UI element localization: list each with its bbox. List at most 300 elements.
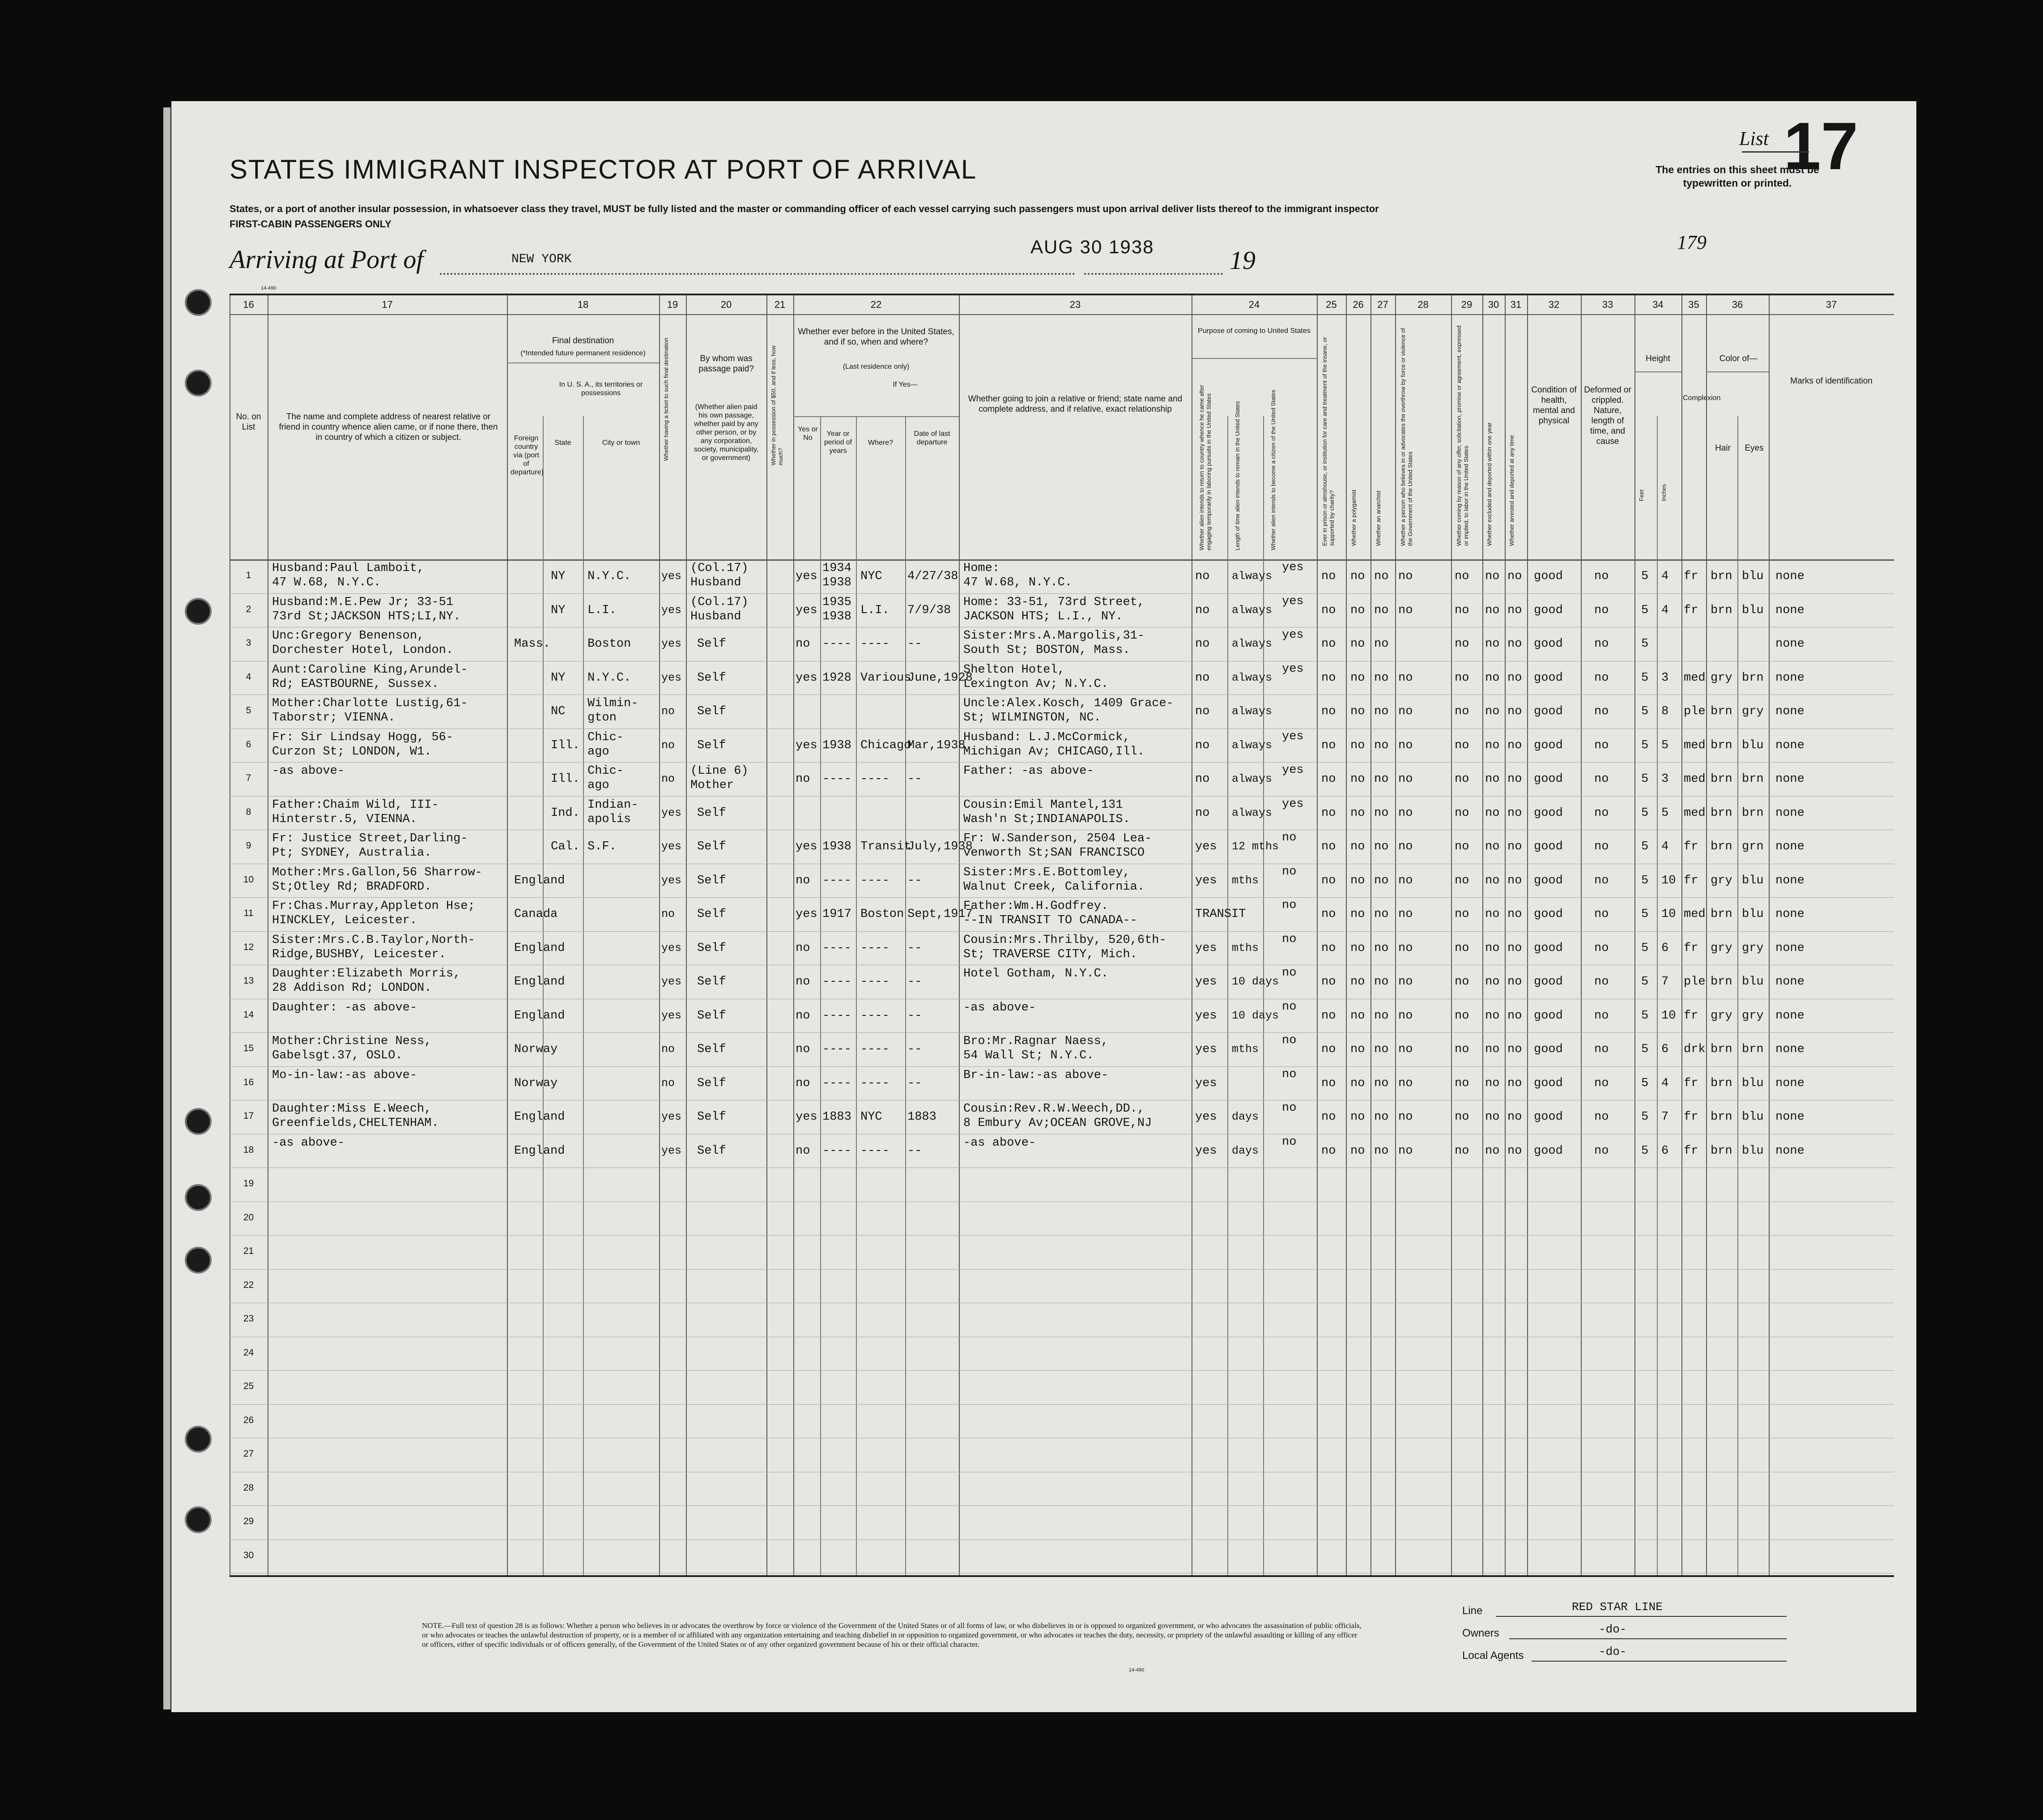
relative-address: Mother:Charlotte Lustig,61- [272, 697, 468, 710]
col29-value: no [1455, 1144, 1469, 1158]
column-number: 16 [243, 299, 254, 310]
column-number: 18 [577, 299, 589, 310]
ticket-value: yes [661, 570, 682, 583]
col29-value: no [1455, 738, 1469, 752]
height-feet: 5 [1641, 671, 1649, 685]
hair-color: brn [1711, 806, 1732, 820]
destination-state: NY [551, 603, 566, 617]
complexion-value: drk [1684, 1043, 1706, 1056]
header-where: Where? [868, 439, 894, 447]
hair-color: gry [1711, 941, 1732, 955]
header-inches: Inches [1660, 484, 1667, 501]
row-number: 30 [243, 1550, 254, 1560]
col30-value: no [1485, 1009, 1500, 1023]
col27-value: no [1374, 975, 1389, 989]
complexion-value: med [1684, 772, 1706, 786]
col27-value: no [1374, 603, 1389, 617]
identification-marks: none [1775, 1110, 1805, 1124]
row-number: 27 [243, 1449, 254, 1459]
height-feet: 5 [1641, 806, 1649, 820]
height-inches: 4 [1661, 603, 1669, 617]
complexion-value: ple [1684, 975, 1706, 989]
passage-paid-by: Husband [690, 576, 741, 589]
last-departure: -- [907, 1009, 922, 1023]
deformed-value: no [1594, 772, 1609, 786]
column-number: 19 [667, 299, 678, 310]
before-in-us: no [796, 1009, 810, 1023]
col26-value: no [1350, 671, 1365, 685]
destination-state: Ill. [551, 772, 580, 786]
row-number: 25 [243, 1381, 254, 1391]
col25-value: no [1321, 840, 1336, 853]
eye-color: gry [1742, 1009, 1764, 1023]
before-in-us: yes [796, 908, 817, 921]
row-number: 7 [246, 773, 251, 783]
column-number: 27 [1377, 299, 1388, 310]
punch-hole [185, 1108, 212, 1135]
purpose-citizen: no [1282, 1034, 1297, 1047]
last-departure: -- [907, 874, 922, 887]
before-where: ---- [860, 874, 890, 887]
header-yes-no: Yes or No [798, 426, 818, 442]
line-label: Line [1462, 1605, 1483, 1617]
health-condition: good [1534, 570, 1563, 583]
eye-color: brn [1742, 772, 1764, 786]
passage-paid-by: Self [697, 1144, 726, 1158]
col27-value: no [1374, 806, 1389, 820]
destination-state: Mass. [514, 637, 551, 651]
col30-value: no [1485, 1144, 1500, 1158]
col30-value: no [1485, 806, 1500, 820]
health-condition: good [1534, 637, 1563, 651]
purpose-return: yes [1195, 840, 1217, 853]
before-where: ---- [860, 1043, 890, 1056]
col29-value: no [1455, 908, 1469, 921]
before-year: ---- [822, 1076, 851, 1090]
col31-value: no [1507, 772, 1522, 786]
col25-value: no [1321, 941, 1336, 955]
complexion-value: ple [1684, 705, 1706, 718]
passage-paid-by: (Col.17) [690, 595, 749, 609]
before-where: NYC [860, 1110, 882, 1124]
before-year: 1938 [822, 840, 851, 853]
col28-value: no [1398, 738, 1413, 752]
header-city: City or town [602, 439, 640, 447]
header-in-usa: In U. S. A., its territories or possessions [559, 381, 643, 397]
destination-city: Wilmin- [587, 697, 638, 710]
col25-value: no [1321, 1009, 1336, 1023]
header-last-residence: (Last residence only) [843, 363, 910, 371]
complexion-value: fr [1684, 1076, 1698, 1090]
purpose-length: 10 days [1232, 975, 1279, 988]
col30-value: no [1485, 1076, 1500, 1090]
owners-value: -do- [1599, 1623, 1627, 1636]
ticket-value: yes [661, 975, 682, 988]
hair-color: gry [1711, 1009, 1732, 1023]
col27-value: no [1374, 1144, 1389, 1158]
col31-value: no [1507, 637, 1522, 651]
col26-value: no [1350, 806, 1365, 820]
joining-relative: Hotel Gotham, N.Y.C. [963, 967, 1109, 980]
relative-address: Unc:Gregory Benenson, [272, 629, 425, 643]
relative-address: 73rd St;JACKSON HTS;LI,NY. [272, 610, 461, 623]
column-number: 30 [1488, 299, 1499, 310]
before-year: ---- [822, 874, 851, 887]
row-number: 19 [243, 1178, 254, 1189]
col27-value: no [1374, 840, 1389, 853]
before-year: ---- [822, 772, 851, 786]
height-inches: 10 [1661, 874, 1676, 887]
eye-color: brn [1742, 1043, 1764, 1056]
col30-value: no [1485, 874, 1500, 887]
height-feet: 5 [1641, 1043, 1649, 1056]
row-number: 18 [243, 1144, 254, 1155]
relative-address: Dorchester Hotel, London. [272, 644, 454, 657]
ticket-value: yes [661, 840, 682, 853]
hair-color: brn [1711, 705, 1732, 718]
column-number: 32 [1548, 299, 1560, 310]
destination-city: ago [587, 779, 609, 792]
relative-address: Greenfields,CHELTENHAM. [272, 1117, 439, 1130]
joining-relative: -as above- [963, 1001, 1036, 1014]
col30-value: no [1485, 941, 1500, 955]
height-feet: 5 [1641, 840, 1649, 853]
height-inches: 6 [1661, 1144, 1669, 1158]
destination-state: England [514, 1110, 565, 1124]
ticket-value: yes [661, 806, 682, 819]
header-state: State [554, 439, 571, 447]
header-marks: Marks of identification [1790, 376, 1873, 386]
hair-color: brn [1711, 1110, 1732, 1124]
ticket-value: no [661, 1076, 675, 1090]
before-year: ---- [822, 637, 851, 651]
height-feet: 5 [1641, 975, 1649, 989]
col27-value: no [1374, 1043, 1389, 1056]
before-in-us: no [796, 1144, 810, 1158]
eye-color: gry [1742, 705, 1764, 718]
deformed-value: no [1594, 1076, 1609, 1090]
before-year: 1928 [822, 671, 851, 685]
col27-value: no [1374, 637, 1389, 651]
col29-value: no [1455, 975, 1469, 989]
col26-value: no [1350, 1043, 1365, 1056]
col29-value: no [1455, 1076, 1469, 1090]
last-departure: June,1928 [907, 671, 973, 685]
relative-address: Husband:Paul Lamboit, [272, 562, 425, 575]
punch-hole [185, 1247, 212, 1274]
column-number: 34 [1652, 299, 1664, 310]
hair-color: gry [1711, 671, 1732, 685]
height-inches: 10 [1661, 908, 1676, 921]
header-year-period: Year or period of years [824, 430, 852, 455]
identification-marks: none [1775, 671, 1805, 685]
relative-address: 47 W.68, N.Y.C. [272, 576, 381, 589]
joining-relative: Cousin:Rev.R.W.Weech,DD., [963, 1102, 1145, 1116]
height-feet: 5 [1641, 1144, 1649, 1158]
col27-value: no [1374, 908, 1389, 921]
punch-hole [185, 1506, 212, 1533]
col27-value: no [1374, 1009, 1389, 1023]
passage-paid-by: Self [697, 908, 726, 921]
col25-value: no [1321, 570, 1336, 583]
col31-value: no [1507, 840, 1522, 853]
ticket-value: no [661, 1043, 675, 1056]
col31-value: no [1507, 941, 1522, 955]
deformed-value: no [1594, 705, 1609, 718]
header-last-departure: Date of last departure [914, 430, 950, 446]
row-number: 23 [243, 1313, 254, 1324]
purpose-return: yes [1195, 1110, 1217, 1124]
deformed-value: no [1594, 1144, 1609, 1158]
purpose-length: mths [1232, 1043, 1259, 1056]
col25-value: no [1321, 637, 1336, 651]
height-inches: 5 [1661, 806, 1669, 820]
deformed-value: no [1594, 908, 1609, 921]
identification-marks: none [1775, 603, 1805, 617]
col28-value: no [1398, 1110, 1413, 1124]
before-where: NYC [860, 570, 882, 583]
destination-state: Cal. [551, 840, 580, 853]
last-departure: 7/9/38 [907, 603, 951, 617]
deformed-value: no [1594, 806, 1609, 820]
before-year: ---- [822, 1144, 851, 1158]
eye-color: gry [1742, 941, 1764, 955]
purpose-return: yes [1195, 1009, 1217, 1023]
purpose-length: always [1232, 738, 1273, 752]
destination-city: ago [587, 745, 609, 759]
deformed-value: no [1594, 874, 1609, 887]
col30-value: no [1485, 1110, 1500, 1124]
purpose-citizen: no [1282, 831, 1297, 844]
purpose-citizen: no [1282, 865, 1297, 878]
ticket-value: no [661, 772, 675, 785]
deformed-value: no [1594, 975, 1609, 989]
passage-paid-by: Self [697, 705, 726, 718]
deformed-value: no [1594, 603, 1609, 617]
manifest-table [230, 294, 1894, 1577]
before-where: ---- [860, 1009, 890, 1023]
col31-value: no [1507, 705, 1522, 718]
col26-value: no [1350, 738, 1365, 752]
ticket-value: no [661, 908, 675, 921]
purpose-citizen: yes [1282, 729, 1304, 743]
purpose-citizen: no [1282, 932, 1297, 946]
header-col27: Whether an anarchist [1375, 490, 1382, 546]
deformed-value: no [1594, 570, 1609, 583]
header-passage-paid: By whom was passage paid? [698, 354, 754, 374]
relative-address: Curzon St; LONDON, W1. [272, 745, 432, 759]
complexion-value: fr [1684, 941, 1698, 955]
relative-address: Mother:Mrs.Gallon,56 Sharrow- [272, 865, 482, 879]
health-condition: good [1534, 874, 1563, 887]
col27-value: no [1374, 705, 1389, 718]
col28-value: no [1398, 705, 1413, 718]
col28-value: no [1398, 1076, 1413, 1090]
purpose-return: no [1195, 570, 1210, 583]
purpose-length: always [1232, 603, 1273, 617]
deformed-value: no [1594, 1110, 1609, 1124]
header-foreign-country: Foreign country via (port of departure) [511, 435, 544, 476]
col29-value: no [1455, 603, 1469, 617]
col25-value: no [1321, 1043, 1336, 1056]
height-feet: 5 [1641, 941, 1649, 955]
destination-state: Ind. [551, 806, 580, 820]
joining-relative: Bro:Mr.Ragnar Naess, [963, 1035, 1109, 1048]
before-where: ---- [860, 772, 890, 786]
passage-paid-by: Self [697, 637, 726, 651]
col26-value: no [1350, 874, 1365, 887]
ticket-value: yes [661, 1144, 682, 1157]
agents-label: Local Agents [1462, 1650, 1524, 1662]
col26-value: no [1350, 637, 1365, 651]
owners-label: Owners [1462, 1627, 1499, 1639]
col28-value: no [1398, 1009, 1413, 1023]
col31-value: no [1507, 1009, 1522, 1023]
header-purpose-c: Whether alien intends to become a citizen of the United States [1270, 389, 1277, 550]
relative-address: Ridge,BUSHBY, Leicester. [272, 947, 446, 961]
row-number: 13 [243, 976, 254, 986]
column-number: 25 [1326, 299, 1337, 310]
col29-value: no [1455, 1043, 1469, 1056]
class-line: FIRST-CABIN PASSENGERS ONLY [230, 218, 392, 230]
joining-relative: venworth St;SAN FRANCISCO [963, 846, 1145, 860]
height-feet: 5 [1641, 1009, 1649, 1023]
ticket-value: yes [661, 874, 682, 887]
identification-marks: none [1775, 806, 1805, 820]
row-number: 12 [243, 942, 254, 952]
relative-address: Husband:M.E.Pew Jr; 33-51 [272, 595, 454, 609]
last-departure: -- [907, 1144, 922, 1158]
before-in-us: no [796, 874, 810, 887]
eye-color: blu [1742, 570, 1764, 583]
height-inches: 7 [1661, 975, 1669, 989]
joining-relative: Home: 33-51, 73rd Street, [963, 595, 1145, 609]
col25-value: no [1321, 908, 1336, 921]
row-number: 1 [246, 570, 251, 580]
col30-value: no [1485, 908, 1500, 921]
before-year: 1883 [822, 1110, 851, 1124]
complexion-value: fr [1684, 1009, 1698, 1023]
identification-marks: none [1775, 1009, 1805, 1023]
height-feet: 5 [1641, 705, 1649, 718]
purpose-citizen: yes [1282, 763, 1304, 777]
col26-value: no [1350, 1110, 1365, 1124]
purpose-return: no [1195, 671, 1210, 685]
joining-relative: Sister:Mrs.A.Margolis,31- [963, 629, 1145, 643]
column-number: 20 [720, 299, 732, 310]
punch-hole [185, 1184, 212, 1211]
header-hair: Hair [1715, 443, 1731, 453]
joining-relative: Cousin:Mrs.Thrilby, 520,6th- [963, 933, 1166, 947]
punch-hole [185, 1426, 212, 1453]
header-col26: Whether a polygamist [1350, 490, 1357, 546]
joining-relative: Home: [963, 562, 1000, 575]
col31-value: no [1507, 1043, 1522, 1056]
col27-value: no [1374, 874, 1389, 887]
column-number: 28 [1417, 299, 1429, 310]
eye-color: blu [1742, 1076, 1764, 1090]
purpose-length: days [1232, 1110, 1259, 1123]
eye-color: blu [1742, 874, 1764, 887]
height-inches: 8 [1661, 705, 1669, 718]
joining-relative: Michigan Av; CHICAGO,Ill. [963, 745, 1145, 759]
header-if-yes: If Yes— [893, 381, 918, 388]
last-departure: Sept,1917 [907, 908, 973, 921]
height-inches: 3 [1661, 772, 1669, 786]
header-eyes: Eyes [1745, 443, 1764, 453]
eye-color: brn [1742, 671, 1764, 685]
before-where: ---- [860, 1144, 890, 1158]
col26-value: no [1350, 570, 1365, 583]
health-condition: good [1534, 975, 1563, 989]
deformed-value: no [1594, 671, 1609, 685]
col29-value: no [1455, 705, 1469, 718]
last-departure: Mar,1938 [907, 738, 966, 752]
col29-value: no [1455, 874, 1469, 887]
row-number: 21 [243, 1246, 254, 1256]
col25-value: no [1321, 975, 1336, 989]
purpose-length: mths [1232, 874, 1259, 887]
complexion-value: med [1684, 806, 1706, 820]
before-where: ---- [860, 1076, 890, 1090]
col27-value: no [1374, 1110, 1389, 1124]
col28-value: no [1398, 806, 1413, 820]
col26-value: no [1350, 975, 1365, 989]
footer-form-code: 14-490 [1129, 1667, 1145, 1673]
purpose-return: no [1195, 772, 1210, 786]
height-inches: 4 [1661, 1076, 1669, 1090]
destination-city: apolis [587, 812, 631, 826]
destination-city: L.I. [587, 603, 617, 617]
col29-value: no [1455, 637, 1469, 651]
before-year: ---- [822, 975, 851, 989]
eye-color: blu [1742, 1110, 1764, 1124]
form-title: STATES IMMIGRANT INSPECTOR AT PORT OF ARRIVAL [230, 154, 977, 184]
last-departure: 1883 [907, 1110, 936, 1124]
col31-value: no [1507, 1110, 1522, 1124]
relative-address: Daughter: -as above- [272, 1001, 417, 1014]
joining-relative: Sister:Mrs.E.Bottomley, [963, 865, 1130, 879]
joining-relative: Wash'n St;INDIANAPOLIS. [963, 812, 1130, 826]
relative-address: Father:Chaim Wild, III- [272, 798, 439, 812]
relative-address: Fr: Justice Street,Darling- [272, 832, 468, 845]
relative-address: Hinterstr.5, VIENNA. [272, 812, 417, 826]
column-number: 21 [774, 299, 786, 310]
identification-marks: none [1775, 941, 1805, 955]
eye-color: blu [1742, 908, 1764, 921]
height-feet: 5 [1641, 908, 1649, 921]
col31-value: no [1507, 975, 1522, 989]
last-departure: -- [907, 1076, 922, 1090]
height-inches: 4 [1661, 840, 1669, 853]
identification-marks: none [1775, 738, 1805, 752]
relative-address: Mo-in-law:-as above- [272, 1068, 417, 1082]
col26-value: no [1350, 840, 1365, 853]
eye-color: blu [1742, 738, 1764, 752]
height-feet: 5 [1641, 772, 1649, 786]
destination-city: Chic- [587, 764, 624, 778]
header-final-destination-note: (*Intended future permanent residence) [520, 350, 646, 357]
col25-value: no [1321, 671, 1336, 685]
col31-value: no [1507, 570, 1522, 583]
joining-relative: 54 Wall St; N.Y.C. [963, 1049, 1094, 1062]
col31-value: no [1507, 1144, 1522, 1158]
eye-color: blu [1742, 975, 1764, 989]
before-in-us: no [796, 1043, 810, 1056]
destination-city: N.Y.C. [587, 570, 631, 583]
destination-city: Boston [587, 637, 631, 651]
col29-value: no [1455, 772, 1469, 786]
